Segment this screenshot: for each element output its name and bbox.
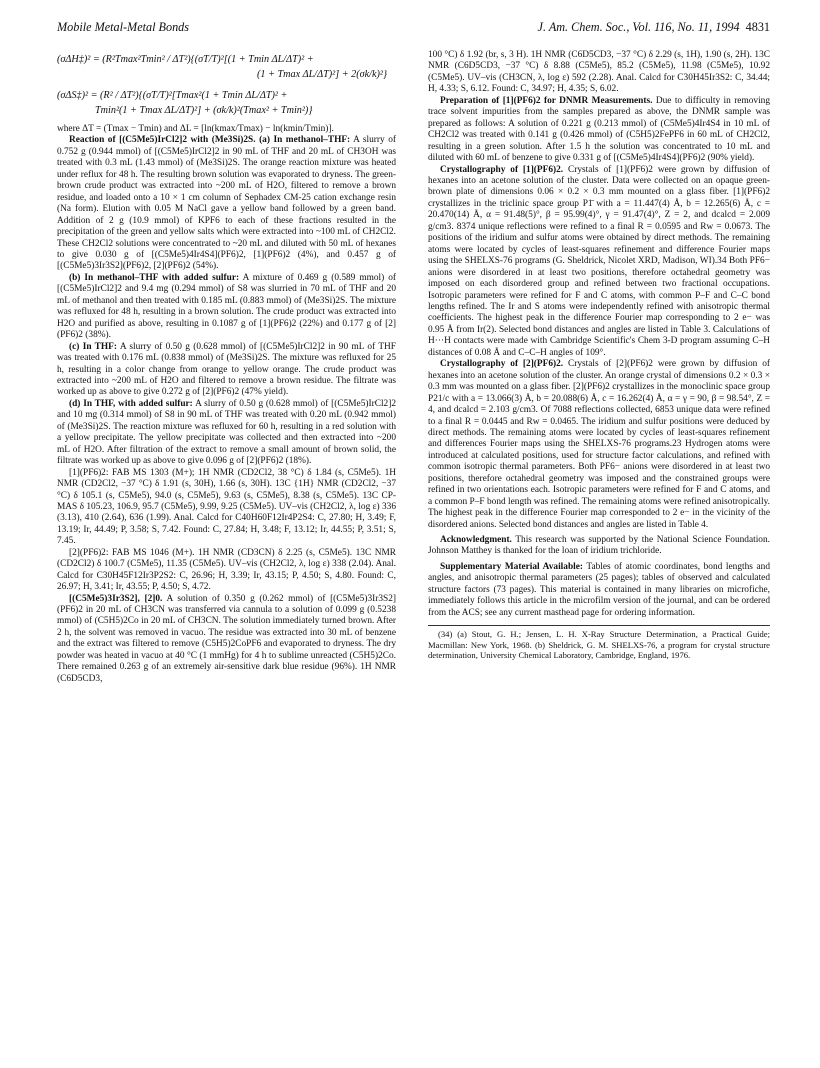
page-number: 4831 (745, 20, 770, 34)
paragraph-text: A slurry of 0.50 g (0.628 mmol) of [(C5Me5)IrCl2]2 in 90 mL of THF was treated with 0.176 mL (0.838 mmol) of (Me3Si)2S. The mixture was refluxed for 25 h, resulting in a color change from orange to yellow orange. The crude product was extracted into ~200 mL of H2O and filtered to remove a brown residue. The filtrate was worked up as above to give 0.272 g of [2](PF6)2 (47% yield). (57, 341, 397, 398)
paragraph-heading: (b) In methanol–THF with added sulfur: (69, 272, 240, 283)
equation-enthalpy-error (57, 52, 396, 82)
paragraph-text: Crystals of [1](PF6)2 were grown by diffusion of hexanes into an acetone solution of the cluster. Data were collected on an opaque green-brown plate of dimensions 0.06 × 0.2 × 0.3 mm mounted on a glass fiber. [1](PF6)2 crystallizes in the triclinic space group P1̄ with a = 11.447(4) Å, b = 12.265(6) Å, c = 20.470(14) Å, α = 91.48(5)°, β = 95.99(4)°, γ = 91.47(4)°, Z = 2, and dcalcd = 2.009 g/cm3. 8374 unique reflections were refined to a final R = 0.0595 and Rw = 0.0673. The positions of the iridium and sulfur atoms were obtained by direct methods. The remaining atoms were located by cycles of least-squares refinement and difference Fourier maps using the SHELXS-76 programs (G. Sheldrick, Nicolet XRD, Madison, WI).34 Both PF6− anions were disordered in at least two positions, therefore octahedral geometry was imposed on each disordered group and refined between two fractional occupations. Isotropic parameters were refined for F and C atoms, with common P–F and C–C bond lengths refined. The Ir and S atoms were independently refined with anisotropic thermal coefficients. The highest peak in the difference Fourier map corresponding to 2 e− was 0.95 Å from Ir(2). Selected bond distances and angles are listed in Table 3. Calculations of H···H contacts were made with Cambridge Scientific's Chem 3-D program assuming C–H distances of 0.08 Å and C–C–H angles of 109°. (428, 164, 770, 358)
paragraph (428, 165, 770, 360)
acknowledgment (428, 535, 770, 558)
footnote-reference-34: (34) (a) Stout, G. H.; Jensen, L. H. X-Ray Structure Determination, a Practical Guide; Macmillan: New York, 1968. (b) Sheldrick, G. M. SHELXS-76, a program for crystal structure determination, University Chemical Laboratory, Cambridge, England, 1976. (428, 625, 770, 660)
equation-line: (σΔH‡)² = (R²Tmax²Tmin² / ΔT²){(σT/T)²[(1 + Tmin ΔL/ΔT)² + (57, 54, 314, 65)
journal-citation (538, 20, 770, 35)
paragraph (428, 96, 770, 165)
paragraph-text: Tables of atomic coordinates, bond lengths and angles, and anisotropic thermal parameters (25 pages); tables of observed and calculated structure factors (73 pages). This material is contained in many libraries on microfiche, immediately follows this article in the microfilm version of the journal, and can be ordered from the ACS; see any current masthead page for ordering information. (428, 561, 770, 618)
paragraph-text: Due to difficulty in removing trace solvent impurities from the samples prepared as above, the DNMR sample was prepared as follows: A solution of 0.221 g (0.213 mmol) of (C5Me5)4Ir4S4 in 10 mL of CH2Cl2 was treated with 0.141 g (0.426 mmol) of (C5H5)2FePF6 in 60 mL of CH2Cl2, resulting in a green solution. After 1.5 h the solution was concentrated to 10 mL and diluted with 60 mL of benzene to give 0.331 g of [(C5Me5)4Ir4S4](PF6)2 (90% yield). (428, 95, 771, 164)
paragraph-text: Crystals of [2](PF6)2 were grown by diffusion of hexanes into an acetone solution of the cluster. An orange crystal of dimensions 0.2 × 0.3 × 0.3 mm was mounted on a glass fiber. [2](PF6)2 crystallizes in the monoclinic space group P21/c with a = 13.066(3) Å, b = 20.088(6) Å, c = 16.262(4) Å, α = γ = 90, β = 98.54°, Z = 4, and dcalcd = 2.103 g/cm3. Of 7088 reflections collected, 6853 unique data were refined to a final R = 0.0445 and Rw = 0.0465. The iridium and sulfur positions were deduced by direct methods. The remaining atoms were located by cycles of least-squares refinement and differences Fourier maps using the SHELXS-76 programs.23 Hydrogen atoms were introduced at calculated positions, used for structure factor calculations, and refined with common isotropic thermal parameters. Both PF6− anions were disordered in at least two positions, therefore octahedral geometry was imposed and the constrained groups were refined in two orientations each. Isotropic parameters were refined for F and C atoms, and a common P–F bond length was refined. The remaining atoms were refined anisotropically. The highest peak in the difference Fourier map corresponded to 2 e− in the vicinity of the disordered anions. Selected bond distances and angles are listed in Table 4. (428, 359, 770, 530)
section-heading: Crystallography of [2](PF6)2. (440, 359, 564, 370)
paragraph (428, 359, 770, 531)
paragraph-text: A mixture of 0.469 g (0.589 mmol) of [(C5Me5)IrCl2]2 and 9.4 mg (0.294 mmol) of S8 was slurried in 70 mL of THF and 20 mL of methanol and then treated with 0.185 mL (0.883 mmol) of (Me3Si)2S. The mixture was refluxed for 48 h, resulting in a brown solution. The crude product was extracted into H2O and purified as above, resulting in 0.1087 g of [1](PF6)2 (22%) and 0.177 g of [2](PF6)2 (38%). (57, 272, 396, 341)
paragraph (57, 399, 396, 468)
paragraph-text: This research was supported by the National Science Foundation. Johnson Matthey is thanked for the loan of iridium trichloride. (428, 535, 770, 557)
running-title: Mobile Metal-Metal Bonds (57, 20, 189, 34)
paragraph-heading: [(C5Me5)3Ir3S2], [2]0. (69, 593, 163, 604)
paragraph (57, 273, 396, 342)
paragraph-text: A solution of 0.350 g (0.262 mmol) of [(C5Me5)3Ir3S2](PF6)2 in 20 mL of CH3CN was transferred via cannula to a solution of 0.099 g (0.5238 mmol) of (C5H5)2Co in 20 mL of CH3CN. The solution immediately turned brown. After 2 h, the solvent was removed in vacuo. The residue was extracted into 30 mL of benzene and the extract was filtered to remove (C5H5)2CoPF6 and evaporated to dryness. The dry powder was heated in vacuo at 40 °C (1 mmHg) for 4 h to sublime unreacted (C5H5)2Co. There remained 0.263 g of an extremely air-sensitive dark blue residue (96%). 1H NMR (C6D5CD3, (57, 593, 396, 684)
paragraph: [2](PF6)2: FAB MS 1046 (M+). 1H NMR (CD3CN) δ 2.25 (s, C5Me5). 13C NMR (CD2Cl2) δ 100.7 (C5Me5), 11.35 (C5Me5). UV–vis (CH2Cl2, λ, log ε) 338 (2.04). Anal. Calcd for C30H45F12Ir3P2S2: C, 26.96; H, 3.39; Ir, 43.15; P, 4.50; S, 4.80. Found: C, 26.97; H, 3.41; Ir, 43.55; P, 4.50; S, 4.72. (57, 547, 396, 593)
equation-line: Tmin²(1 + Tmax ΔL/ΔT)²] + (σk/k)²(Tmax² + Tmin²)} (95, 105, 313, 116)
paragraph-text: A slurry of 0.50 g (0.628 mmol) of [(C5Me5)IrCl2]2 and 10 mg (0.314 mmol) of S8 in 90 mL of THF was treated with 0.20 mL (0.942 mmol) of (Me3Si)2S. The reaction mixture was refluxed for 60 h, resulting in a red solution with a yellow precipitate. The yellow precipitate was collected and then extracted into ~200 mL of H2O. After filtration of the extract to remove a small amount of brown solid, the filtrate was worked up as above to give 0.096 g of [2](PF6)2 (18%). (57, 398, 396, 467)
equation-line: (1 + Tmax ΔL/ΔT)²] + 2(σk/k)²} (257, 69, 388, 80)
paragraph-text: A slurry of 0.752 g (0.944 mmol) of [(C5Me5)IrCl2]2 in 90 mL of THF and 20 mL of CH3OH was treated with 0.3 mL (1.43 mmol) of (Me3Si)2S. The orange reaction mixture was heated under reflux for 48 h. The resulting brown solution was evaporated to dryness. The green-brown crude product was extracted into ~200 mL of H2O, filtered to remove a brown residue, and loaded onto a 10 × 1 cm column of Sephadex CM-25 cation exchange resin (Na form). Elution with 0.05 M NaCl gave a yellow band followed by a green band. Addition of 2 g (10.9 mmol) of KPF6 to each of these fractions resulted in the precipitation of the green and yellow salts which were extracted into ~100 mL of CH2Cl2. These CH2Cl2 solutions were concentrated to ~20 mL and diluted with 50 mL of hexanes to give 0.030 g of [(C5Me5)4Ir4S4](PF6)2, [1](PF6)2 (4%), and 0.457 g of [(C5Me5)3Ir3S2](PF6)2, [2](PF6)2 (54%). (57, 135, 396, 272)
right-column (428, 50, 770, 660)
paragraph-heading: (c) In THF: (69, 341, 117, 352)
page-header (57, 20, 770, 40)
section-heading: Acknowledgment. (440, 535, 512, 546)
paragraph-heading: Reaction of [(C5Me5)IrCl2]2 with (Me3Si)2S. (a) In methanol–THF: (69, 135, 351, 146)
section-heading: Crystallography of [1](PF6)2. (440, 164, 564, 175)
paragraph-heading: (d) In THF, with added sulfur: (69, 398, 193, 409)
section-heading: Preparation of [1](PF6)2 for DNMR Measurements. (440, 95, 653, 106)
equation-line: (σΔS‡)² = (R² / ΔT²){(σT/T)²[Tmax²(1 + Tmin ΔL/ΔT)² + (57, 90, 288, 101)
journal-name: J. Am. Chem. Soc., Vol. 116, No. 11, 1994 (537, 20, 740, 34)
left-column (57, 50, 396, 685)
paragraph (57, 135, 396, 272)
section-heading: Supplementary Material Available: (440, 561, 583, 572)
paragraph: [1](PF6)2: FAB MS 1303 (M+); 1H NMR (CD2Cl2, 38 °C) δ 1.84 (s, C5Me5). 1H NMR (CD2Cl2, −37 °C) δ 1.91 (s, 30H), 1.66 (s, 30H). 13C {1H} NMR (CD2Cl2, −37 °C) δ 105.1 (s, C5Me5), 94.0 (s, C5Me5), 9.63 (s, C5Me5), 8.38 (s, C5Me5). 13C CP-MAS δ 105.23, 106.9, 95.7 (C5Me5), 9.99, 9.25 (C5Me5). UV–vis (CH2Cl2, λ, log ε) 336 (3.13), 410 (2.64), 636 (1.99). Anal. Calcd for C40H60F12Ir4P2S4: C, 27.80; H, 3.49; F, 13.19; Ir, 44.49; P, 3.58; S, 7.42. Found: C, 27.84; H, 3.48; F, 13.12; Ir, 44.55; P, 3.51; S, 7.45. (57, 467, 396, 547)
paragraph (57, 594, 396, 686)
paragraph (57, 342, 396, 399)
equation-entropy-error (57, 88, 396, 118)
supplementary-material (428, 562, 770, 619)
paragraph: 100 °C) δ 1.92 (br, s, 3 H). 1H NMR (C6D5CD3, −37 °C) δ 2.29 (s, 1H), 1.90 (s, 2H). 13C NMR (C6D5CD3, −37 °C) δ 8.88 (C5Me5), 85.2 (C5Me5), 11.98 (C5Me5), 10.92 (C5Me5). UV–vis (CH3CN, λ, log ε) 592 (2.28). Anal. Calcd for C30H45Ir3S2: C, 34.44; H, 4.33; S, 6.12. Found: C, 34.97; H, 4.35; S, 6.02. (428, 50, 770, 95)
where-clause: where ΔT = (Tmax − Tmin) and ΔL = [ln(kmax/Tmax) − ln(kmin/Tmin)]. (57, 124, 334, 134)
